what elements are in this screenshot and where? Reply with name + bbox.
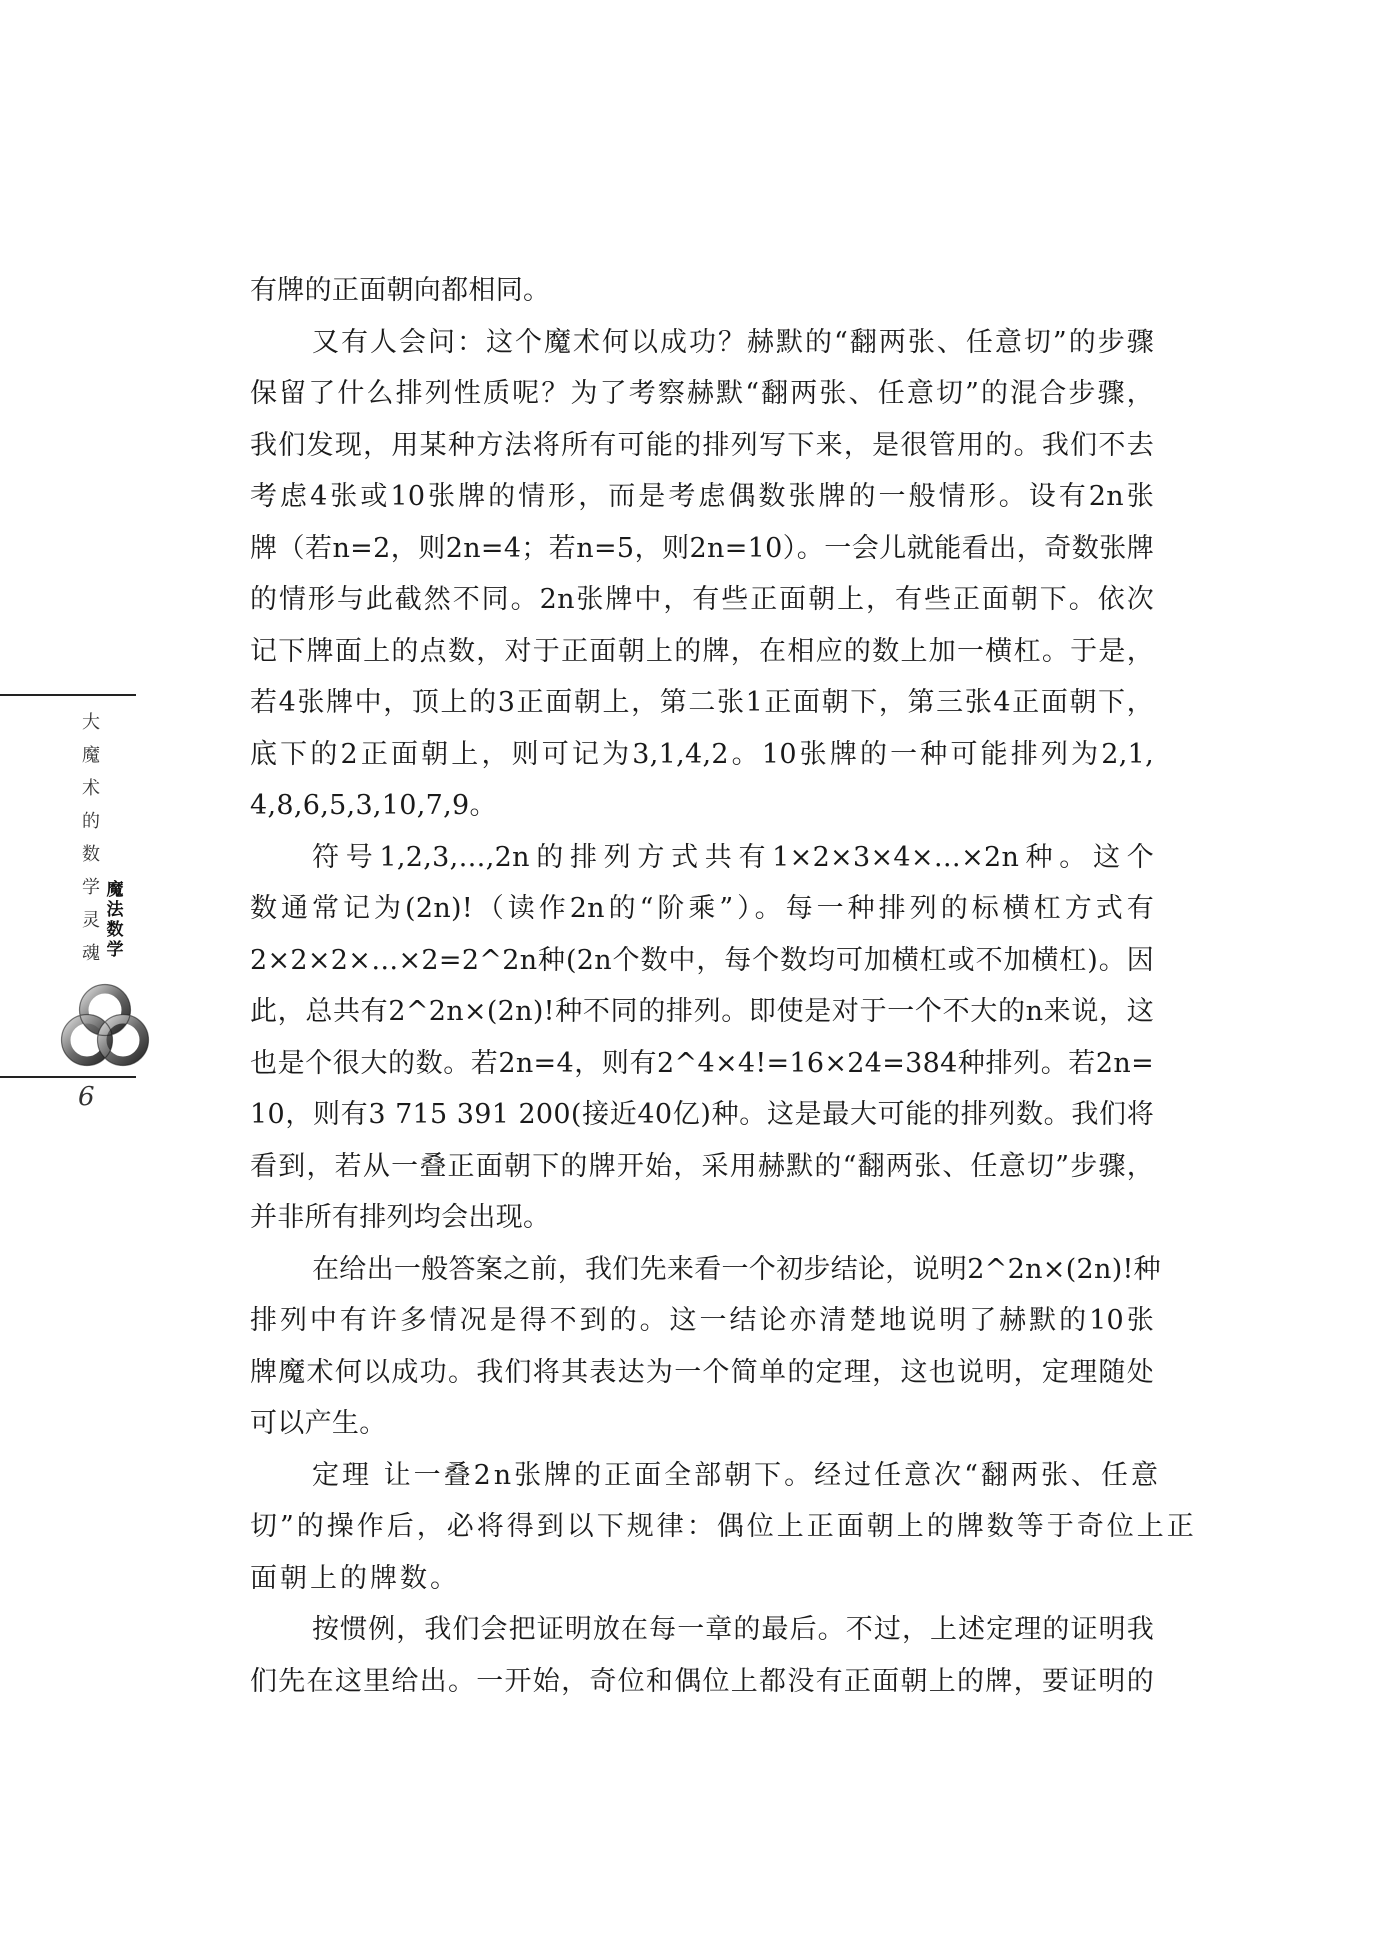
text-line: 可以产生。 [250, 1408, 387, 1439]
series-title-char: 数 [82, 844, 100, 865]
text-line: 保留了什么排列性质呢？为了考察赫默“翻两张、任意切”的混合步骤， [250, 378, 1154, 409]
text-line: 也是个很大的数。若2n=4，则有2^4×4!=16×24=384种排列。若2n= [250, 1047, 1154, 1079]
text-line: 的情形与此截然不同。2n张牌中，有些正面朝上，有些正面朝下。依次 [250, 584, 1154, 615]
text-line: 排列中有许多情况是得不到的。这一结论亦清楚地说明了赫默的10张 [250, 1305, 1154, 1336]
theorem-line: 切”的操作后，必将得到以下规律：偶位上正面朝上的牌数等于奇位上正 [250, 1511, 1197, 1542]
series-title-char: 学 [82, 877, 100, 898]
text-line: 并非所有排列均会出现。 [250, 1202, 551, 1233]
text-line: 牌魔术何以成功。我们将其表达为一个简单的定理，这也说明，定理随处 [250, 1356, 1154, 1388]
text-line: 数通常记为(2n)!（读作2n的“阶乘”）。每一种排列的标横杠方式有 [250, 893, 1154, 924]
series-title-char: 魔 [82, 745, 100, 766]
text-line: 考虑4张或10张牌的情形，而是考虑偶数张牌的一般情形。设有2n张 [250, 481, 1154, 512]
book-title [104, 880, 126, 960]
text-line: 我们发现，用某种方法将所有可能的排列写下来，是很管用的。我们不去 [250, 429, 1154, 461]
trefoil-knot-icon [60, 980, 150, 1072]
theorem-line: 面朝上的牌数。 [250, 1562, 460, 1594]
text-line: 2×2×2×…×2=2^2n种(2n个数中，每个数均可加横杠或不加横杠)。因 [250, 944, 1154, 976]
text-line: 有牌的正面朝向都相同。 [250, 275, 551, 306]
text-line: 4,8,6,5,3,10,7,9。 [250, 790, 497, 821]
series-title [76, 706, 106, 970]
sidebar-bottom-rule [0, 1076, 136, 1078]
theorem-line: 定理 让一叠2n张牌的正面全部朝下。经过任意次“翻两张、任意 [312, 1459, 1161, 1491]
text-line: 又有人会问：这个魔术何以成功？赫默的“翻两张、任意切”的步骤 [312, 326, 1154, 358]
sidebar-top-rule [0, 694, 136, 696]
text-line: 记下牌面上的点数，对于正面朝上的牌，在相应的数上加一横杠。于是， [250, 635, 1154, 667]
text-line: 按惯例，我们会把证明放在每一章的最后。不过，上述定理的证明我 [312, 1614, 1154, 1645]
text-line: 10，则有3 715 391 200(接近40亿)种。这是最大可能的排列数。我们将 [250, 1099, 1154, 1130]
series-title-char: 魂 [82, 943, 100, 964]
page-number: 6 [78, 1082, 95, 1112]
text-line: 底下的2正面朝上，则可记为3,1,4,2。10张牌的一种可能排列为2,1, [250, 738, 1154, 770]
text-line: 在给出一般答案之前，我们先来看一个初步结论，说明2^2n×(2n)!种 [312, 1253, 1161, 1285]
text-line: 若4张牌中，顶上的3正面朝上，第二张1正面朝下，第三张4正面朝下， [250, 687, 1154, 718]
series-title-char: 术 [82, 778, 100, 799]
book-title-char: 魔 [106, 880, 124, 900]
book-title-char: 数 [106, 920, 124, 940]
text-line: 牌（若n=2，则2n=4；若n=5，则2n=10）。一会儿就能看出，奇数张牌 [250, 532, 1154, 564]
text-line: 此，总共有2^2n×(2n)!种不同的排列。即使是对于一个不大的n来说，这 [250, 996, 1154, 1027]
series-title-char: 大 [82, 712, 100, 733]
text-line: 符号1,2,3,…,2n的排列方式共有1×2×3×4×…×2n种。这个 [312, 841, 1154, 873]
series-title-char: 的 [82, 811, 100, 832]
book-title-char: 法 [106, 900, 124, 920]
series-title-char: 灵 [82, 910, 100, 931]
text-line: 看到，若从一叠正面朝下的牌开始，采用赫默的“翻两张、任意切”步骤， [250, 1150, 1154, 1182]
page-body [250, 265, 1197, 1707]
text-line: 们先在这里给出。一开始，奇位和偶位上都没有正面朝上的牌，要证明的 [250, 1665, 1154, 1697]
book-title-char: 学 [106, 940, 124, 960]
